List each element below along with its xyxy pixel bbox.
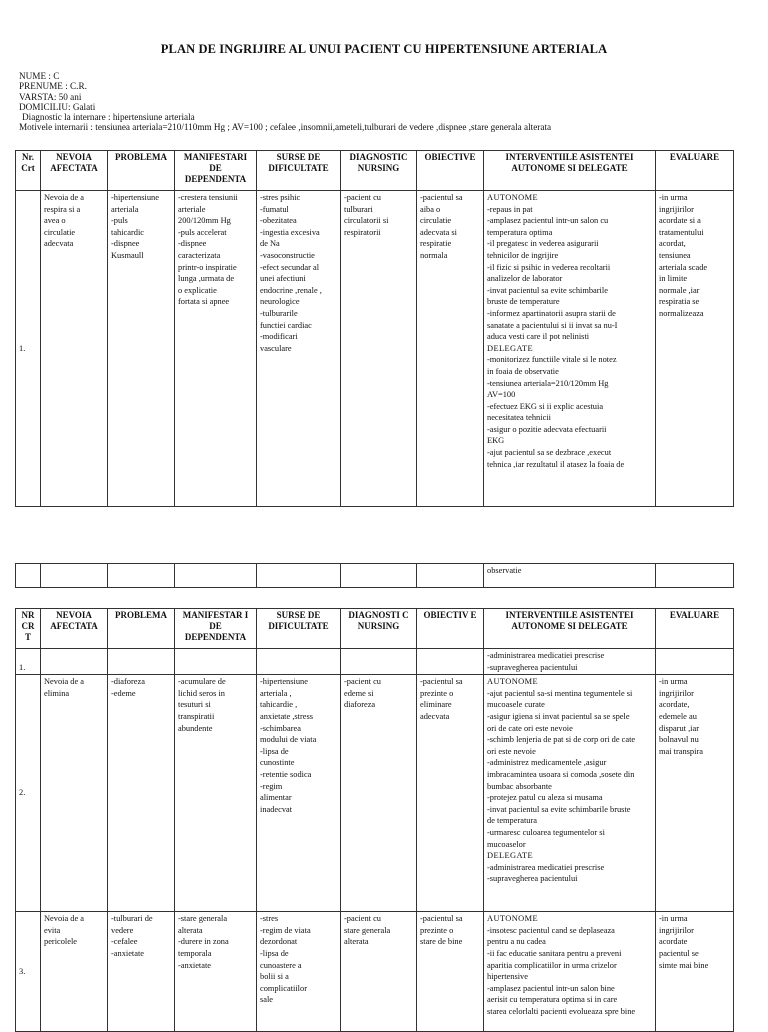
cell-line: -fumatul xyxy=(260,204,289,214)
cell-line: ori este nevoie xyxy=(487,746,536,756)
empty-cell xyxy=(41,649,108,675)
care-plan-table-continuation xyxy=(15,563,734,588)
cell-line: lichid seros in xyxy=(178,688,225,698)
cell-line: tesuturi si xyxy=(178,700,211,710)
header-need: NEVOIA AFECTATA xyxy=(41,151,108,191)
cell-line: endocrine ,renale , xyxy=(260,285,322,295)
cell-line: -pacientul sa xyxy=(420,914,463,924)
row-number: 2. xyxy=(16,675,41,912)
manifestations-cell xyxy=(175,191,257,507)
cell-line: -dispnee xyxy=(111,239,140,249)
cell-line: unei afectiuni xyxy=(260,274,306,284)
cell-line: diaforeza xyxy=(344,700,376,710)
care-plan-table-1 xyxy=(15,150,734,507)
cell-line: -il pregatesc in vederea asigurarii xyxy=(487,239,599,249)
problem-cell xyxy=(108,191,175,507)
table-row xyxy=(16,912,734,1032)
cell-line: bumbac absorbante xyxy=(487,781,552,791)
row-number: 1. xyxy=(16,191,41,507)
cell-line: functiei cardiac xyxy=(260,320,312,330)
empty-cell xyxy=(656,649,734,675)
cell-line: -administrez medicamentele ,asigur xyxy=(487,758,607,768)
diagnosis-cell xyxy=(341,675,417,912)
cell-line: AUTONOME xyxy=(487,914,538,924)
cell-line: bruste de temperature xyxy=(487,297,560,307)
cell-line: tratamentului xyxy=(659,227,704,237)
header-problem: PROBLEMA xyxy=(108,609,175,649)
cell-line: -il fizic si psihic in vederea recoltarii xyxy=(487,262,611,272)
interventions-cell xyxy=(484,675,656,912)
cell-line: -pacientul sa xyxy=(420,193,463,202)
page-title: PLAN DE INGRIJIRE AL UNUI PACIENT CU HIPERTENSIUNE ARTERIALA xyxy=(160,42,608,56)
cell-line: Nevoia de a xyxy=(44,677,84,687)
cell-line: respira si a xyxy=(44,204,81,214)
cell-line: -obezitatea xyxy=(260,216,297,226)
table-row xyxy=(16,675,734,912)
cell-line: -schimbarea xyxy=(260,723,301,733)
cell-line: pericolele xyxy=(44,937,78,947)
cell-line: -stare generala xyxy=(178,914,228,924)
header-evaluation: EVALUARE xyxy=(656,609,734,649)
cell-line: -retentie sodica xyxy=(260,769,312,779)
cell-line: acordat, xyxy=(659,239,686,249)
cell-line: Nevoia de a xyxy=(44,193,84,202)
cell-line: -diaforeza xyxy=(111,677,145,687)
evaluation-cell xyxy=(656,675,734,912)
need-cell xyxy=(41,675,108,912)
cell-line: eliminare xyxy=(420,700,452,710)
cell-line: EKG xyxy=(487,436,505,446)
cell-line: normalizeaza xyxy=(659,308,704,318)
cell-line: -urmaresc culoarea tegumentelor si xyxy=(487,827,605,837)
patient-age: VARSTA: 50 ani xyxy=(19,91,82,102)
cell-line: -dispnee xyxy=(178,239,207,249)
cell-line: 200/120mm Hg xyxy=(178,216,231,226)
cell-line: -invat pacientul sa evite schimbarile xyxy=(487,285,608,295)
cell-line: -edeme xyxy=(111,688,136,698)
cell-line: avea o xyxy=(44,216,66,226)
row-number: 1. xyxy=(16,649,41,675)
cell-line: -modificari xyxy=(260,332,298,342)
cell-line: tensiunea xyxy=(659,250,691,260)
interventions-cell xyxy=(484,649,656,675)
cell-line: circulatorii si xyxy=(344,216,389,226)
cell-line: modului de viata xyxy=(260,735,317,745)
admission-diagnosis: Diagnostic la internare : hipertensiune arteriala xyxy=(22,112,195,123)
cell-line: mai transpira xyxy=(659,746,703,756)
patient-address: DOMICILIU: Galati xyxy=(19,101,96,112)
cell-line: -tensiunea arteriala=210/120mm Hg xyxy=(487,378,609,388)
cell-line: prezinte o xyxy=(420,688,454,698)
cell-line: -ajut pacientul sa se dezbrace ,execut xyxy=(487,448,612,458)
patient-name: NUME : C xyxy=(19,71,60,81)
diagnosis-cell xyxy=(341,912,417,1032)
cell-line: circulatie xyxy=(44,227,76,237)
empty-cell xyxy=(41,564,108,588)
cell-line: vedere xyxy=(111,925,134,935)
empty-cell xyxy=(108,649,175,675)
cell-line: -insotesc pacientul cand se deplaseaza xyxy=(487,925,615,935)
cell-line: temperatura optima xyxy=(487,227,553,237)
cell-line: DELEGATE xyxy=(487,343,533,353)
cell-line: arteriala xyxy=(111,204,139,214)
cell-line: ori de cate ori este nevoie xyxy=(487,723,573,733)
cell-line: -cefalee xyxy=(111,937,138,947)
cell-line: caracterizata xyxy=(178,250,221,260)
cell-line: tehnicilor de ingrijire xyxy=(487,250,559,260)
cell-line: elimina xyxy=(44,688,70,698)
cell-line: -regim xyxy=(260,781,283,791)
need-cell xyxy=(41,191,108,507)
cell-line: -ii fac educatie sanitara pentru a preveni xyxy=(487,948,622,958)
cell-line: cunostinte xyxy=(260,758,295,768)
cell-line: -ajut pacientul sa-si mentina tegumentele si xyxy=(487,688,633,698)
header-problem: PROBLEMA xyxy=(108,151,175,191)
cell-line: -amplasez pacientul intr-un salon cu xyxy=(487,216,609,226)
cell-line: respiratie xyxy=(420,239,452,249)
cell-line: necesitatea tehnicii xyxy=(487,413,551,423)
header-nr: Nr. Crt xyxy=(16,151,41,191)
cell-line: tahicardic xyxy=(111,227,145,237)
patient-surname: PRENUME : C.R. xyxy=(19,81,87,92)
empty-cell xyxy=(417,564,484,588)
cell-line: arteriale xyxy=(178,204,206,214)
evaluation-cell xyxy=(656,191,734,507)
cell-line: AV=100 xyxy=(487,390,516,400)
cell-line: cunoastere a xyxy=(260,960,302,970)
empty-cell xyxy=(656,564,734,588)
empty-cell xyxy=(108,564,175,588)
cell-line: acordate, xyxy=(659,700,690,710)
cell-line: fortata si apnee xyxy=(178,297,230,307)
cell-line: -efectuez EKG si ii explic acestuia xyxy=(487,401,604,411)
cell-line: adecvata xyxy=(44,239,74,249)
cell-line: -supravegherea pacientului xyxy=(487,662,578,672)
cell-line: -informez apartinatorii asupra starii de xyxy=(487,308,616,318)
cell-line: disparut ,iar xyxy=(659,723,700,733)
evaluation-cell xyxy=(656,912,734,1032)
empty-cell xyxy=(341,564,417,588)
cell-line: -vasoconstructie xyxy=(260,250,315,260)
sources-cell xyxy=(257,191,341,507)
interventions-cell xyxy=(484,912,656,1032)
cell-line: stare de bine xyxy=(420,937,463,947)
table-row xyxy=(16,564,734,588)
interventions-cell: observatie xyxy=(484,564,656,588)
cell-line: tahicardie , xyxy=(260,700,298,710)
empty-cell xyxy=(175,564,257,588)
cell-line: -pacient cu xyxy=(344,193,381,202)
objectives-cell xyxy=(417,191,484,507)
cell-line: -crestera tensiunii xyxy=(178,193,238,202)
cell-line: starea celorlalti pacienti evolueaza spre bine xyxy=(487,1006,636,1016)
cell-line: prezinte o xyxy=(420,925,454,935)
cell-line: -administrarea medicatiei prescrise xyxy=(487,651,605,660)
cell-line: respiratia se xyxy=(659,297,700,307)
cell-line: -monitorizez functiile vitale si le notez xyxy=(487,355,617,365)
cell-line: DELEGATE xyxy=(487,851,533,861)
cell-line: aparitia complicatiilor in urma crizelor xyxy=(487,960,617,970)
cell-line: -anxietate xyxy=(178,960,212,970)
header-objectives: OBIECTIVE xyxy=(417,151,484,191)
admission-reasons: Motivele internarii : tensiunea arteriala=210/110mm Hg ; AV=100 ; cefalee ,insomnii,ameteli,tulburari de vedere ,dispnee ,stare generala alterata xyxy=(19,122,552,133)
cell-line: -pacientul sa xyxy=(420,677,463,687)
cell-line: -stres psihic xyxy=(260,193,301,202)
header-diagnosis: DIAGNOSTI C NURSING xyxy=(341,609,417,649)
cell-line: sanatate a pacientului si ii invat sa nu-I xyxy=(487,320,618,330)
cell-line: analizelor de laborator xyxy=(487,274,563,284)
cell-line: adecvata xyxy=(420,711,450,721)
cell-line: bolii si a xyxy=(260,972,289,982)
header-interventions: INTERVENTIILE ASISTENTEI AUTONOME SI DELEGATE xyxy=(484,609,656,649)
cell-line: circulatie xyxy=(420,216,452,226)
cell-line: edemele au xyxy=(659,711,697,721)
header-sources: SURSE DE DIFICULTATE xyxy=(257,609,341,649)
cell-line: -tulburarile xyxy=(260,308,298,318)
cell-line: vasculare xyxy=(260,343,292,353)
header-need: NEVOIA AFECTATA xyxy=(41,609,108,649)
cell-line: acordate si a xyxy=(659,216,701,226)
cell-line: alterata xyxy=(178,925,203,935)
interventions-cell xyxy=(484,191,656,507)
cell-line: -tulburari de xyxy=(111,914,153,924)
problem-cell xyxy=(108,675,175,912)
cell-line: acordate xyxy=(659,937,688,947)
cell-line: imbracamintea usoara si comoda ,sosete din xyxy=(487,769,635,779)
manifestations-cell xyxy=(175,912,257,1032)
care-plan-table-2 xyxy=(15,608,734,1032)
cell-line: -anxietate xyxy=(111,948,145,958)
cell-line: -hipertensiune xyxy=(111,193,159,202)
header-manifestations: MANIFESTARI DE DEPENDENTA xyxy=(175,151,257,191)
table-row xyxy=(16,649,734,675)
cell-line: temporala xyxy=(178,948,212,958)
cell-line: arteriala scade xyxy=(659,262,708,272)
cell-line: mucoaselor xyxy=(487,839,526,849)
cell-line: -lipsa de xyxy=(260,948,289,958)
cell-line: -hipertensiune xyxy=(260,677,308,687)
cell-line: sale xyxy=(260,995,274,1005)
manifestations-cell xyxy=(175,675,257,912)
cell-line: -pacient cu xyxy=(344,914,381,924)
cell-line: -amplasez pacientul intr-un salon bine xyxy=(487,983,615,993)
empty-cell xyxy=(175,649,257,675)
cell-line: o explicatie xyxy=(178,285,217,295)
cell-line: bolnavul nu xyxy=(659,735,699,745)
diagnosis-cell xyxy=(341,191,417,507)
cell-line: alimentar xyxy=(260,793,292,803)
cell-line: -ingestia excesiva xyxy=(260,227,320,237)
header-manifestations: MANIFESTAR I DE DEPENDENTA xyxy=(175,609,257,649)
objectives-cell xyxy=(417,912,484,1032)
cell-line: edeme si xyxy=(344,688,374,698)
cell-line: -in urma xyxy=(659,914,688,924)
cell-line: simte mai bine xyxy=(659,960,709,970)
cell-line: abundente xyxy=(178,723,213,733)
cell-line: -stres xyxy=(260,914,279,924)
cell-line: mucoasele curate xyxy=(487,700,545,710)
cell-line: normala xyxy=(420,250,448,260)
cell-line: -durere in zona xyxy=(178,937,229,947)
need-cell xyxy=(41,912,108,1032)
cell-line: -asigur o pozitie adecvata efectuarii xyxy=(487,424,607,434)
cell-line: inadecvat xyxy=(260,804,293,814)
cell-line: -invat pacientul sa evite schimbarile bruste xyxy=(487,804,631,814)
header-interventions: INTERVENTIILE ASISTENTEI AUTONOME SI DELEGATE xyxy=(484,151,656,191)
empty-cell xyxy=(257,649,341,675)
cell-line: -acumulare de xyxy=(178,677,226,687)
cell-line: evita xyxy=(44,925,61,935)
cell-line: in foaia de observatie xyxy=(487,366,559,376)
cell-line: stare generala xyxy=(344,925,391,935)
cell-line: ingrijirilor xyxy=(659,925,694,935)
cell-line: pentru a nu cadea xyxy=(487,937,546,947)
header-diagnosis: DIAGNOSTIC NURSING xyxy=(341,151,417,191)
header-nr: NR CR T xyxy=(16,609,41,649)
cell-line: Nevoia de a xyxy=(44,914,84,924)
cell-line: pacientul se xyxy=(659,948,699,958)
sources-cell xyxy=(257,675,341,912)
cell-line: AUTONOME xyxy=(487,193,538,202)
cell-line: de temperatura xyxy=(487,816,537,826)
cell-line: -puls xyxy=(111,216,128,226)
cell-line: in limite xyxy=(659,274,688,284)
cell-line: -in urma xyxy=(659,193,688,202)
cell-line: normale ,iar xyxy=(659,285,700,295)
cell-line: Kusmaull xyxy=(111,250,144,260)
empty-cell xyxy=(16,564,41,588)
cell-line: neurologice xyxy=(260,297,300,307)
cell-line: ingrijirilor xyxy=(659,688,694,698)
header-evaluation: EVALUARE xyxy=(656,151,734,191)
empty-cell xyxy=(257,564,341,588)
header-objectives: OBIECTIV E xyxy=(417,609,484,649)
cell-line: aduca vesti care il pot nelinisti xyxy=(487,332,590,342)
problem-cell xyxy=(108,912,175,1032)
empty-cell xyxy=(341,649,417,675)
cell-line: ingrijirilor xyxy=(659,204,694,214)
cell-line: dezordonat xyxy=(260,937,298,947)
cell-line: respiratorii xyxy=(344,227,381,237)
cell-line: -pacient cu xyxy=(344,677,381,687)
cell-line: -administrarea medicatiei prescrise xyxy=(487,862,605,872)
objectives-cell xyxy=(417,675,484,912)
cell-line: complicatiilor xyxy=(260,983,307,993)
cell-line: AUTONOME xyxy=(487,677,538,687)
sources-cell xyxy=(257,912,341,1032)
cell-line: -asigur igiena si invat pacientul sa se spele xyxy=(487,711,630,721)
cell-line: transpiratii xyxy=(178,711,215,721)
cell-line: lunga ,urmata de xyxy=(178,274,235,284)
cell-line: de Na xyxy=(260,239,280,249)
cell-line: aerisit cu temperatura optima si in care xyxy=(487,995,618,1005)
cell-line: arteriala , xyxy=(260,688,292,698)
cell-line: tehnica ,iar rezultatul il atasez la foaia de xyxy=(487,459,625,469)
cell-line: -puls accelerat xyxy=(178,227,227,237)
cell-line: tulburari xyxy=(344,204,373,214)
cell-line: -repaus in pat xyxy=(487,204,533,214)
header-sources: SURSE DE DIFICULTATE xyxy=(257,151,341,191)
table-row xyxy=(16,191,734,507)
cell-line: anxietate ,stress xyxy=(260,711,314,721)
cell-line: -schimb lenjeria de pat si de corp ori de cate xyxy=(487,735,636,745)
cell-line: -in urma xyxy=(659,677,688,687)
cell-line: adecvata si xyxy=(420,227,457,237)
empty-cell xyxy=(417,649,484,675)
patient-info xyxy=(19,71,551,133)
cell-line: printr-o inspiratie xyxy=(178,262,237,272)
cell-line: -supravegherea pacientului xyxy=(487,874,578,884)
cell-line: -efect secundar al xyxy=(260,262,320,272)
cell-line: -protejez patul cu aleza si musama xyxy=(487,793,603,803)
row-number: 3. xyxy=(16,912,41,1032)
cell-line: -regim de viata xyxy=(260,925,311,935)
cell-line: alterata xyxy=(344,937,369,947)
cell-line: -lipsa de xyxy=(260,746,289,756)
cell-line: aiba o xyxy=(420,204,441,214)
cell-line: hipertensive xyxy=(487,972,528,982)
